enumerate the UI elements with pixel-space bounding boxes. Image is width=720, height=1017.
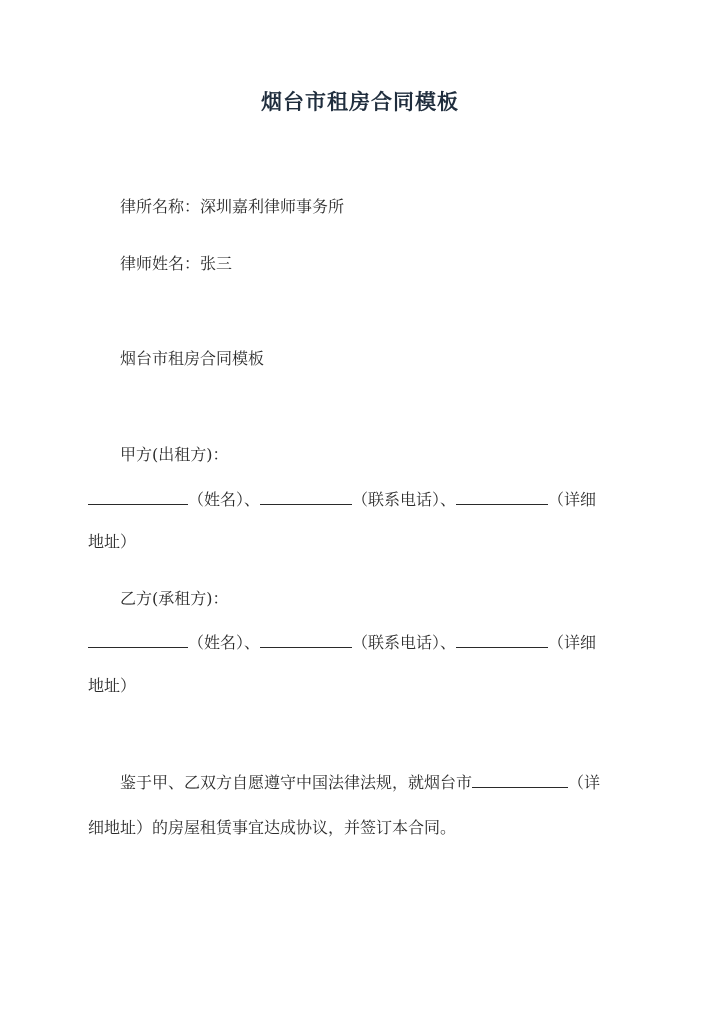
party-a-heading: 甲方(出租方)： [120,445,229,464]
party-a-name-blank[interactable] [88,488,188,505]
law-firm-line: 律所名称：深圳嘉利律师事务所 [120,197,345,216]
party-a-address-blank[interactable] [456,488,548,505]
document-title: 烟台市租房合同模板 [261,89,459,114]
party-a-fields-row [88,488,630,511]
party-b-address-label-start: （详细 [548,633,597,652]
clause-line-1-suffix: （详 [568,773,601,792]
party-b-address-label-end: 地址） [88,676,137,695]
party-a-address-label-start: （详细 [548,490,597,509]
document-subtitle: 烟台市租房合同模板 [120,349,265,368]
lawyer-name-line: 律师姓名：张三 [120,254,233,273]
party-b-phone-blank[interactable] [260,631,352,648]
property-address-blank[interactable] [472,771,568,788]
party-a-phone-label: （联系电话）、 [352,490,457,509]
party-b-address-blank[interactable] [456,631,548,648]
party-b-fields-row [88,631,630,654]
clause-line-1 [120,771,600,794]
party-a-address-label-end: 地址） [88,532,137,551]
party-b-name-label: （姓名）、 [188,633,261,652]
clause-line-2: 细地址）的房屋租赁事宜达成协议，并签订本合同。 [88,818,457,837]
party-a-name-label: （姓名）、 [188,490,261,509]
clause-line-1-text: 鉴于甲、乙双方自愿遵守中国法律法规，就烟台市 [120,773,473,792]
party-b-phone-label: （联系电话）、 [352,633,457,652]
party-a-phone-blank[interactable] [260,488,352,505]
party-b-heading: 乙方(承租方)： [120,589,229,608]
party-b-name-blank[interactable] [88,631,188,648]
